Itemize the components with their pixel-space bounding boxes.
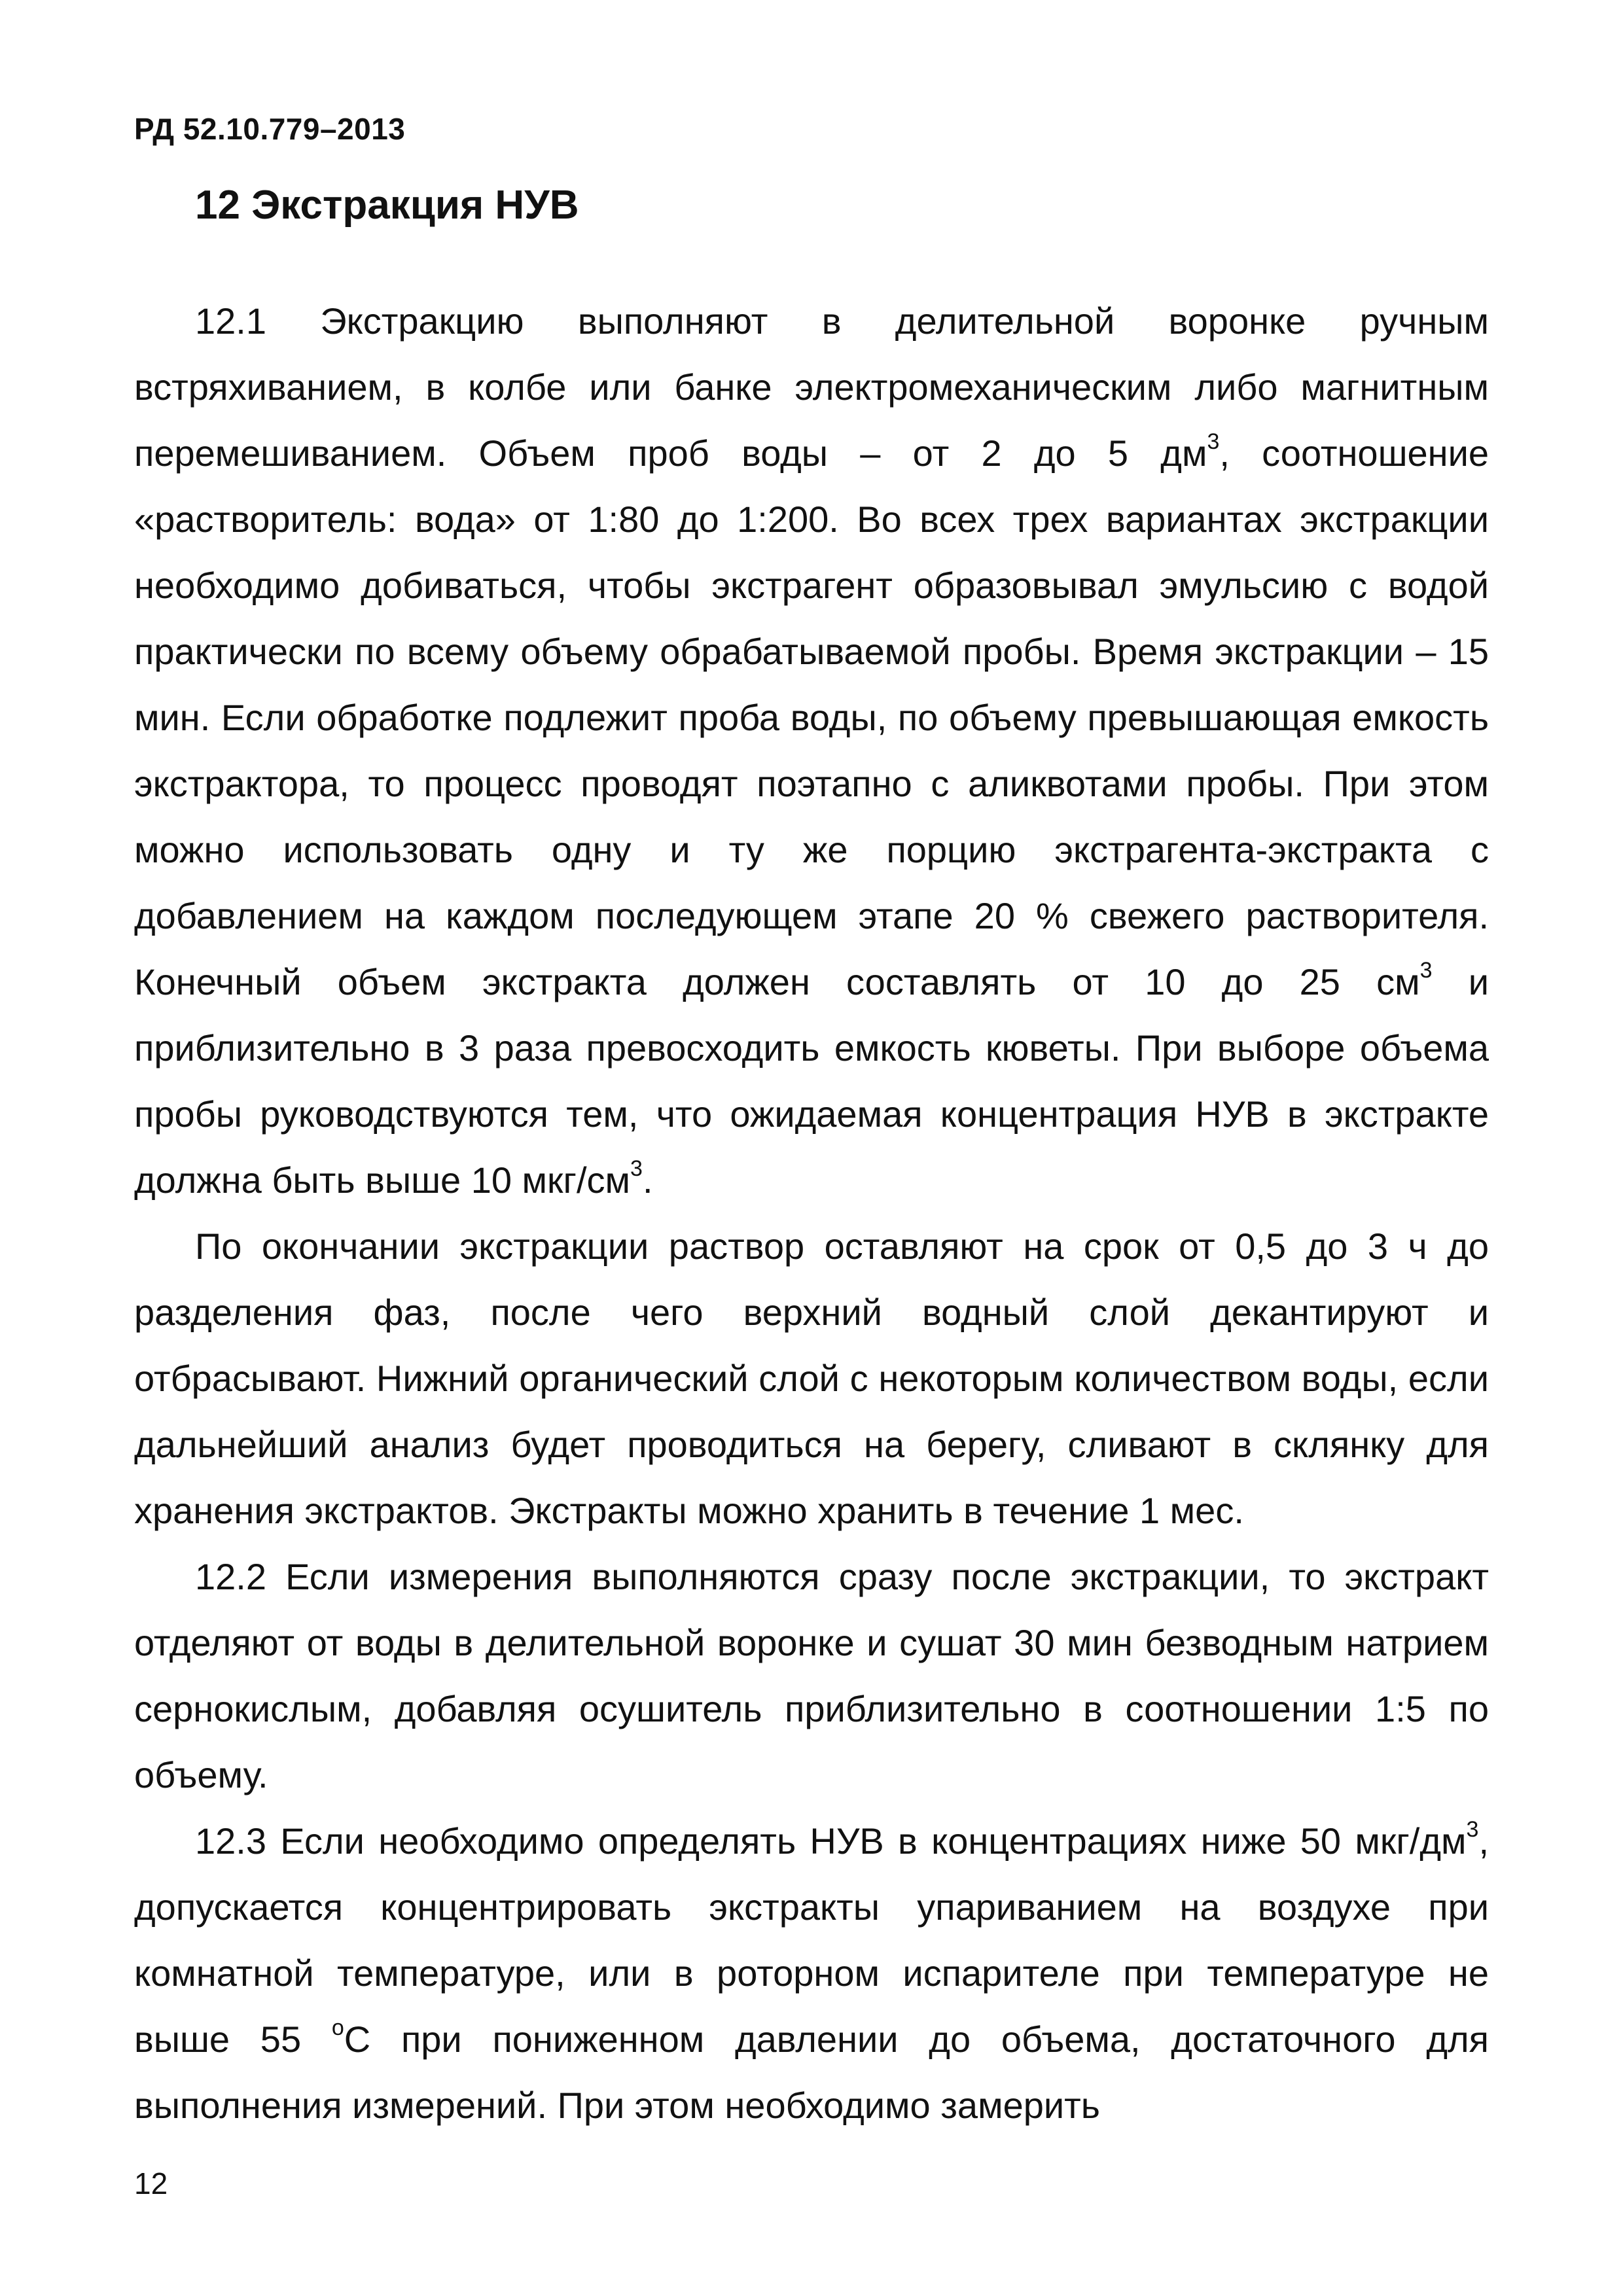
superscript: 3	[1207, 429, 1220, 455]
paragraph-12-1	[134, 288, 1489, 1213]
superscript: 3	[1466, 1817, 1479, 1843]
superscript: 3	[1419, 958, 1433, 983]
paragraph-extraction-end	[134, 1213, 1489, 1544]
page-number: 12	[134, 2166, 168, 2200]
document-code: РД 52.10.779–2013	[134, 112, 406, 146]
superscript: 3	[630, 1156, 643, 1182]
paragraph-12-3	[134, 1808, 1489, 2138]
body-text	[134, 288, 1489, 2138]
paragraph-12-2	[134, 1544, 1489, 1808]
text-run: 12.3 Если необходимо определять НУВ в концентрациях ниже 50 мкг/дм	[195, 1820, 1467, 1862]
text-run: С при пониженном давлении до объема, достаточного для выполнения измерений. При этом необходимо замерить	[134, 2019, 1489, 2126]
text-run: .	[642, 1159, 653, 1201]
text-run: , допускается концентрировать экстракты упариванием на воздухе при комнатной температуре, или в роторном испарителе при температуре не выше 55	[134, 1820, 1489, 2060]
text-run: По окончании экстракции раствор оставляют на срок от 0,5 до 3 ч до разделения фаз, после чего верхний водный слой декантируют и отбрасывают. Нижний органический слой с некоторым количеством воды, если дальнейший анализ будет проводиться на берегу, сливают в склянку для хранения экстрактов. Экстракты можно хранить в течение 1 мес.	[134, 1226, 1489, 1531]
text-run: 12.1 Экстракцию выполняют в делительной воронке ручным встряхиванием, в колбе или банке электромеханическим либо магнитным перемешиванием. Объем проб воды – от 2 до 5 дм	[134, 300, 1489, 474]
degree-superscript: o	[331, 2015, 344, 2041]
text-run: и приблизительно в 3 раза превосходить емкость кюветы. При выборе объема пробы руководствуются тем, что ожидаемая концентрация НУВ в экстракте должна быть выше 10 мкг/см	[134, 961, 1489, 1201]
text-run: 12.2 Если измерения выполняются сразу после экстракции, то экстракт отделяют от воды в делительной воронке и сушат 30 мин безводным натрием сернокислым, добавляя осушитель приблизительно в соотношении 1:5 по объему.	[134, 1556, 1489, 1795]
section-title: 12 Экстракция НУВ	[195, 183, 579, 228]
text-run: , соотношение «растворитель: вода» от 1:80 до 1:200. Во всех трех вариантах экстракции необходимо добиваться, чтобы экстрагент образовывал эмульсию с водой практически по всему объему обрабатываемой пробы. Время экстракции – 15 мин. Если обработке подлежит проба воды, по объему превышающая емкость экстрактора, то процесс проводят поэтапно с аликвотами пробы. При этом можно использовать одну и ту же порцию экстрагента-экстракта с добавлением на каждом последующем этапе 20 % свежего растворителя. Конечный объем экстракта должен составлять от 10 до 25 см	[134, 433, 1489, 1002]
